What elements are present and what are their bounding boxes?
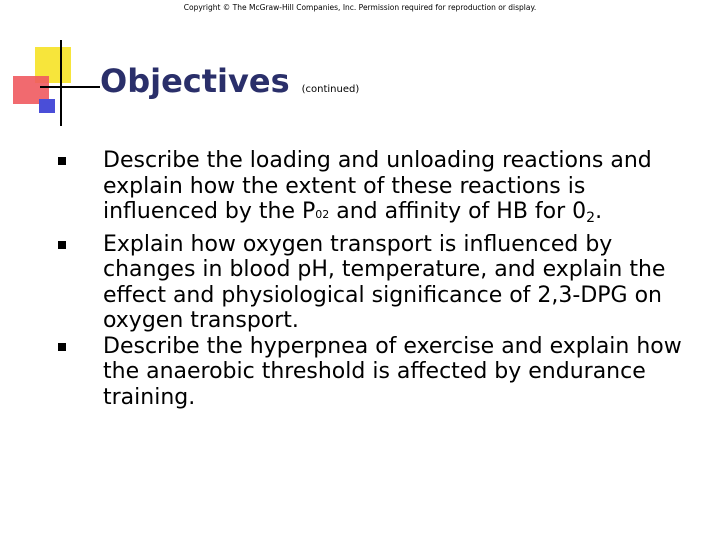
bullet-icon	[58, 241, 66, 249]
list-item	[58, 232, 698, 334]
slide-subtitle: (continued)	[301, 84, 360, 95]
bullet-icon	[58, 343, 66, 351]
horizontal-line-decoration	[40, 86, 100, 88]
bullet-text-continued: and affinity of HB for 0	[329, 199, 587, 224]
title-row	[100, 62, 359, 100]
bullet-text-end: .	[595, 199, 603, 224]
copyright-notice: Copyright © The McGraw-Hill Companies, Inc. Permission required for reproduction or display.	[183, 3, 537, 12]
bullet-text: Explain how oxygen transport is influenced by changes in blood pH, temperature, and explain the effect and physiological significance of 2,3-DPG on oxygen transport.	[103, 231, 666, 333]
subscript-text: 2	[586, 210, 596, 226]
subscript-text: 02	[315, 208, 330, 221]
vertical-line-decoration	[60, 40, 62, 126]
bullet-icon	[58, 157, 66, 165]
decorative-logo	[0, 0, 100, 130]
list-item	[58, 148, 698, 232]
slide-title: Objectives	[100, 62, 290, 100]
bullet-text: Describe the loading and unloading reactions and explain how the extent of these reactions is influenced by the P	[103, 148, 652, 224]
list-item	[58, 334, 698, 411]
blue-square-decoration	[39, 99, 55, 113]
objectives-list	[58, 148, 698, 410]
bullet-text: Describe the hyperpnea of exercise and explain how the anaerobic threshold is affected by endurance training.	[103, 333, 682, 410]
